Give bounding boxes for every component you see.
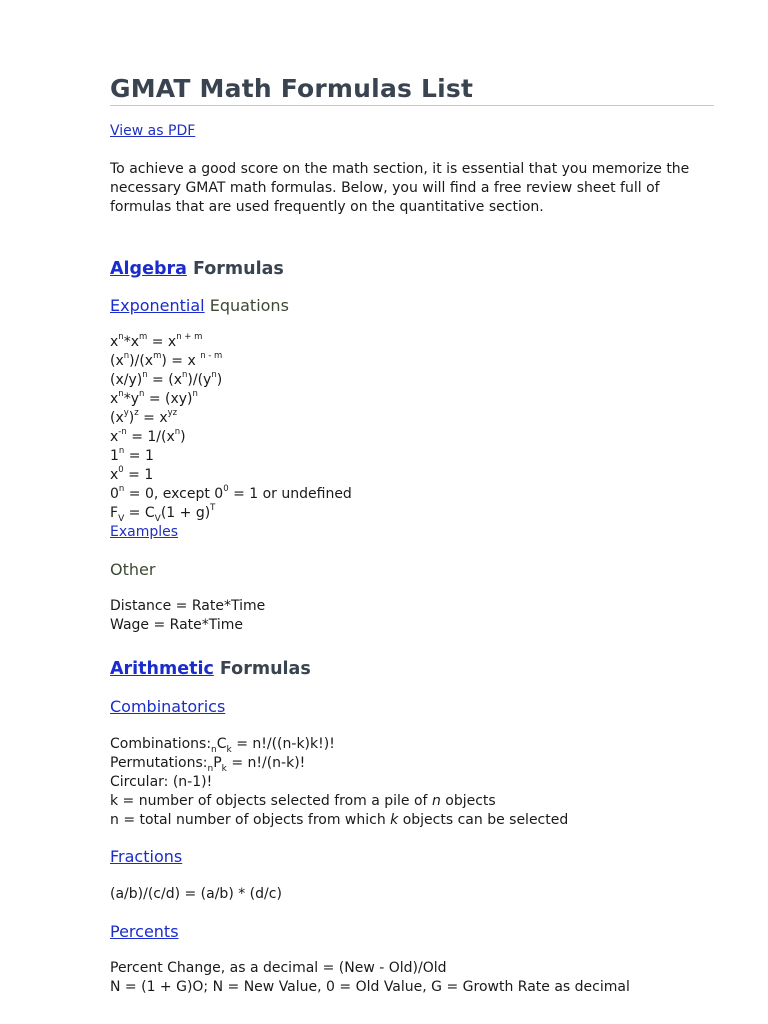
exponential-heading: [110, 296, 289, 315]
view-as-pdf-link[interactable]: View as PDF: [110, 123, 196, 139]
title-divider: [110, 105, 714, 106]
other-heading: Other: [110, 560, 156, 579]
arithmetic-heading: [110, 659, 311, 679]
percents-heading: [110, 922, 179, 941]
formula-line: $x^n*y^n = (xy)^n$: [110, 389, 198, 407]
algebra-heading-suffix: Formulas: [186, 259, 284, 279]
formula-line: (a/b)/(c/d) = (a/b) * (d/c): [110, 886, 282, 902]
formula-line: $1^n = 1$: [110, 446, 154, 464]
exponential-link[interactable]: Exponential: [110, 296, 205, 315]
formula-line: k = number of objects selected from a pile of n objects: [110, 793, 496, 809]
formula-line: n = total number of objects from which k objects can be selected: [110, 812, 569, 828]
formula-line: $Permutations:_nP_k = n!/(n-k)$!: [110, 755, 306, 774]
formula-line: $x^0 = 1$: [110, 465, 154, 483]
arithmetic-link[interactable]: Arithmetic: [110, 659, 214, 679]
other-formulas: [110, 597, 265, 635]
algebra-link[interactable]: Algebra: [110, 259, 187, 279]
formula-line: $(x^y)^z = x^{yz}$: [110, 408, 178, 426]
combinatorics-heading: [110, 697, 225, 716]
exponential-formulas: [110, 333, 352, 542]
formula-line: Wage = Rate*Time: [110, 617, 244, 633]
combinatorics-link[interactable]: Combinatorics: [110, 697, 226, 716]
combinatorics-formulas: [110, 735, 568, 830]
exponential-heading-suffix: Equations: [204, 296, 289, 315]
formula-line: $x^{-n} = 1/(x^n)$: [110, 427, 186, 445]
formula-line: N = (1 + G)O; N = New Value, 0 = Old Value, G = Growth Rate as decimal: [110, 979, 630, 995]
fractions-heading: [110, 847, 182, 866]
formula-line: Circular: (n-1)!: [110, 774, 213, 790]
formula-line: $F_V = C_V(1 + g)^T$: [110, 503, 216, 524]
percents-link[interactable]: Percents: [110, 922, 179, 941]
formula-line: Percent Change, as a decimal = (New - Old)/Old: [110, 960, 447, 976]
page-title: GMAT Math Formulas List: [110, 74, 474, 103]
formula-line: $(x/y)^n = (x^n)/(y^n)$: [110, 370, 223, 388]
percents-formulas: [110, 959, 630, 997]
formula-line: $Combinations:_nC_k = n!/((n-k)k!)$!: [110, 736, 335, 755]
intro-paragraph: To achieve a good score on the math section, it is essential that you memorize the necessary GMAT math formulas. Below, you will find a free review sheet full of formulas that are used frequently on the quantitative section.: [110, 161, 690, 215]
arithmetic-heading-suffix: Formulas: [213, 659, 311, 679]
formula-line: $x^n*x^m = x^{n + m}$: [110, 332, 203, 350]
algebra-heading: [110, 259, 284, 279]
formula-line: Distance = Rate*Time: [110, 598, 266, 614]
formula-line: $(x^n)/(x^m) = x$ $^{n - m}$: [110, 351, 223, 369]
examples-link[interactable]: Examples: [110, 524, 179, 540]
fractions-link[interactable]: Fractions: [110, 847, 183, 866]
formula-line: $0^n = 0$, except $0^0 = 1$ or undefined: [110, 484, 352, 502]
fractions-formulas: [110, 885, 282, 904]
